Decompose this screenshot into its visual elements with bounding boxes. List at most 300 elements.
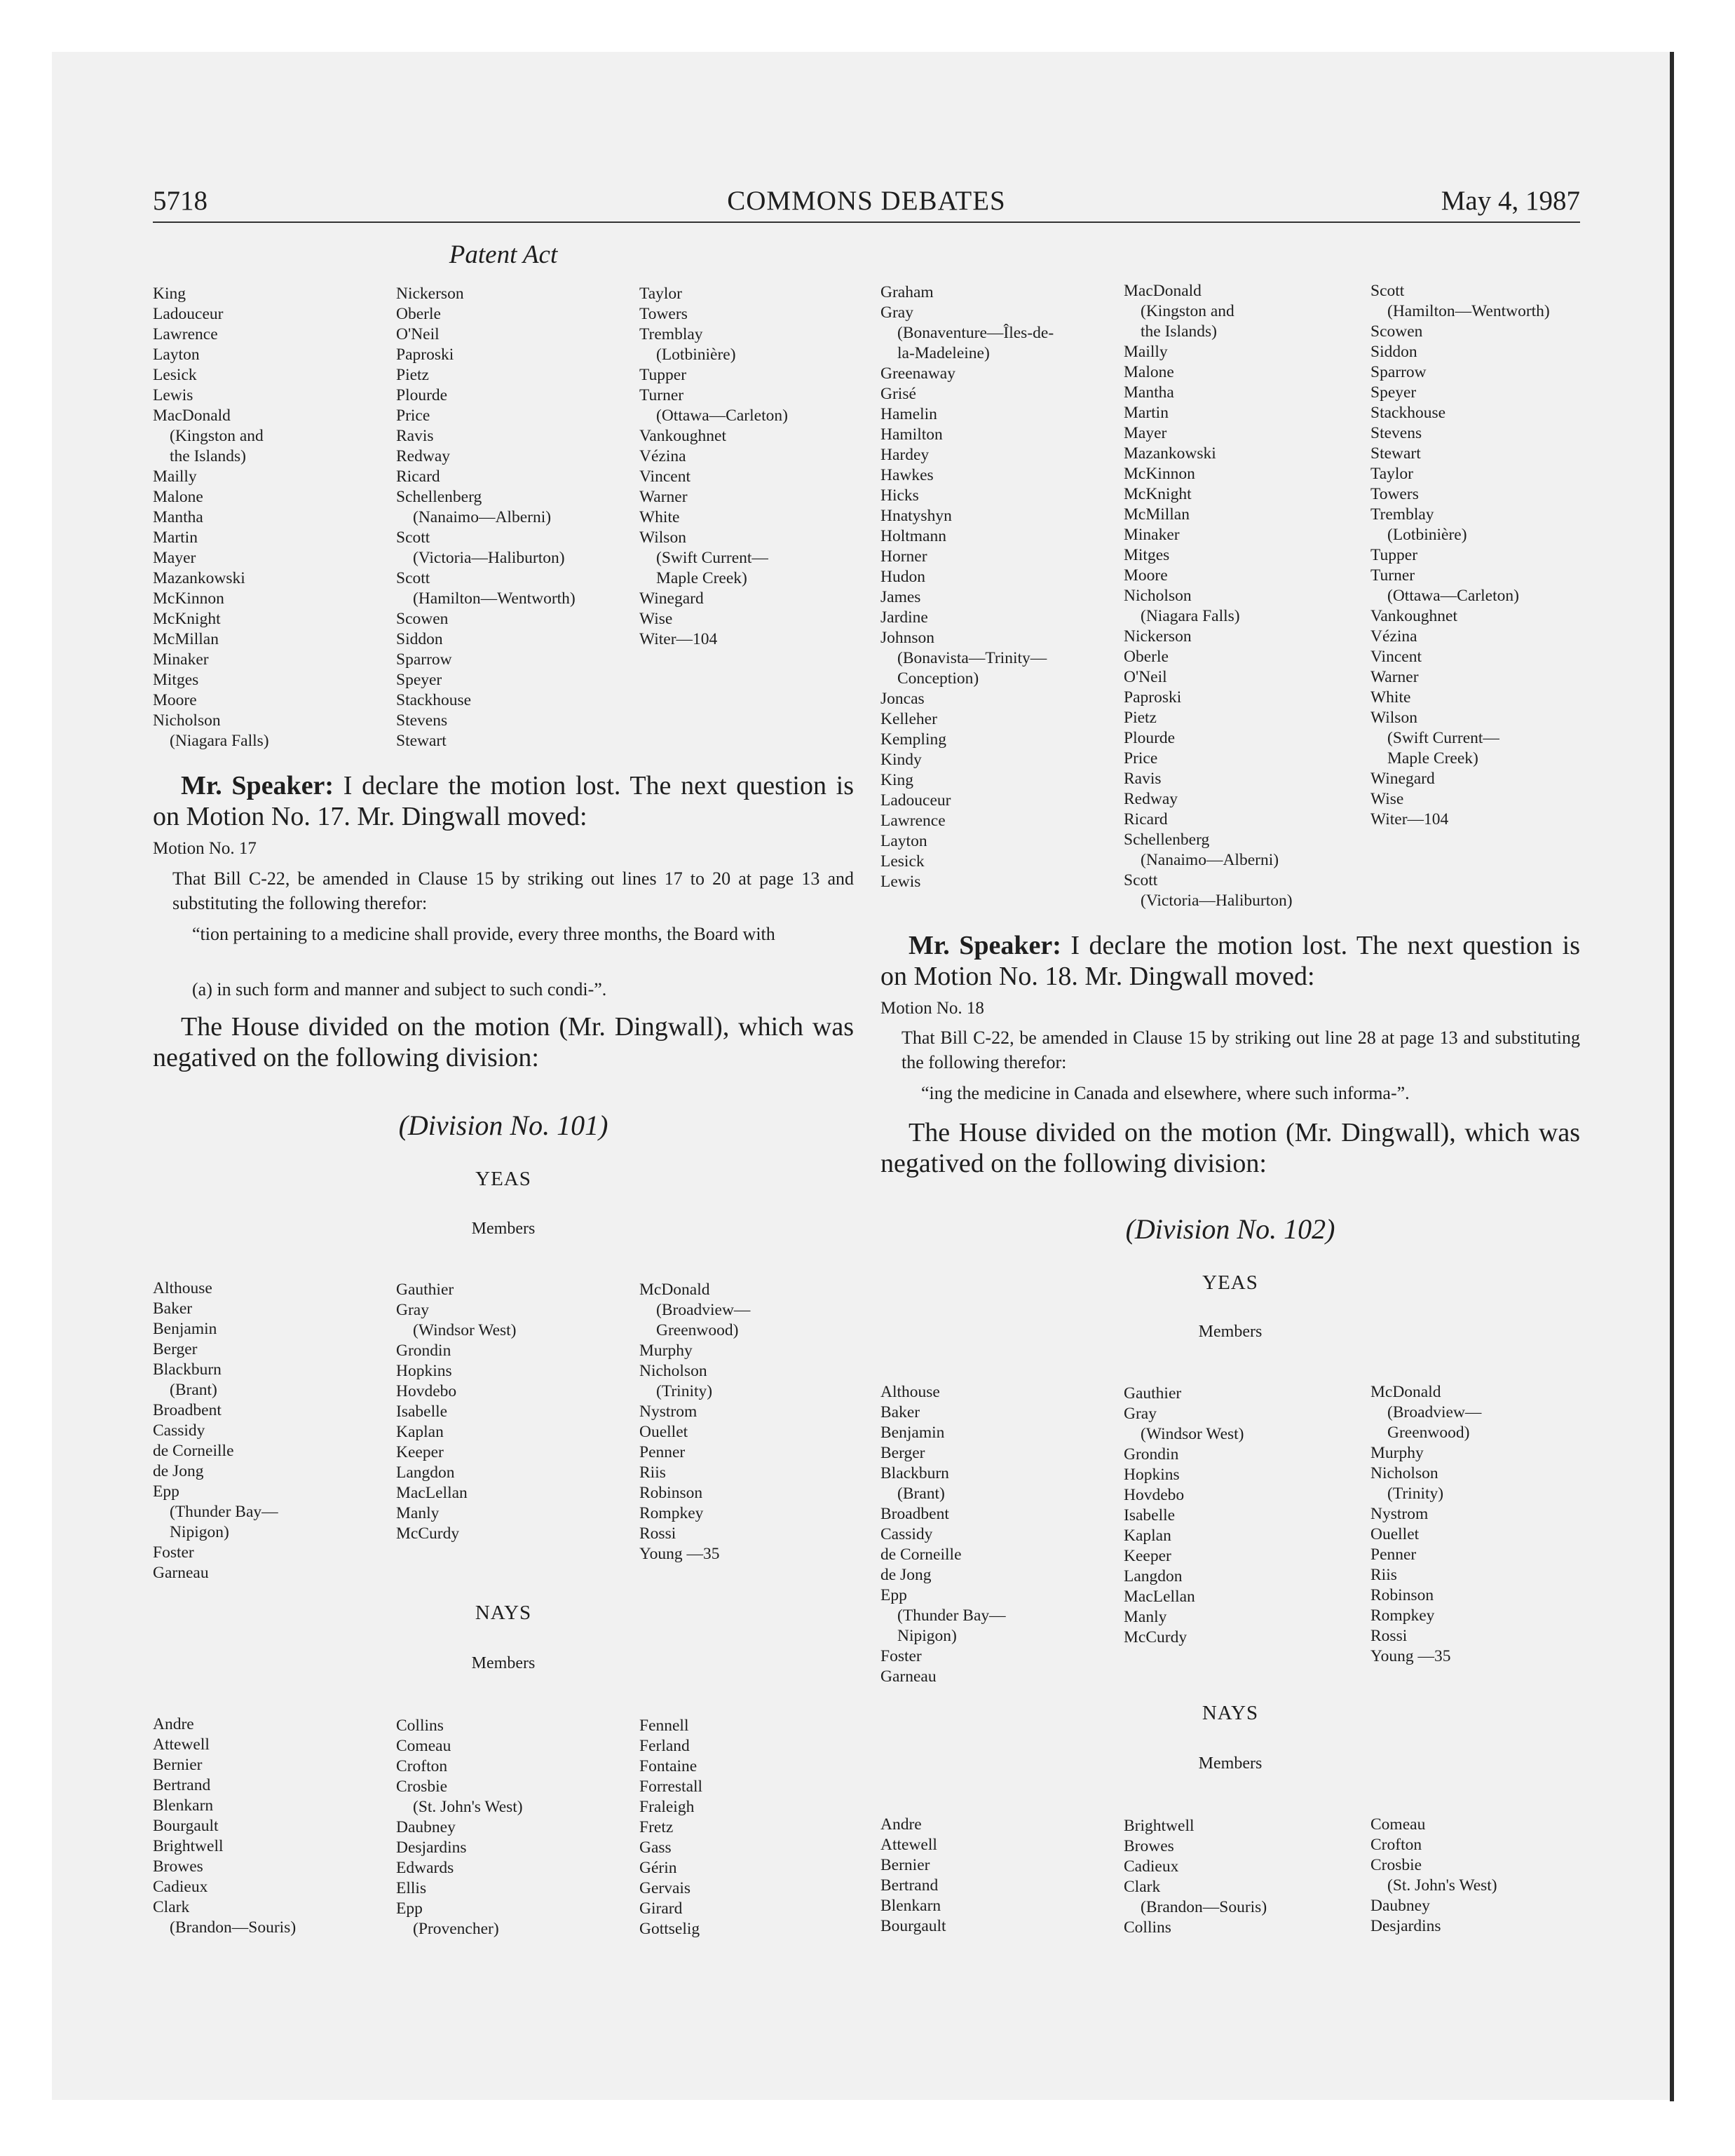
member-name: Joncas (880, 690, 925, 708)
yeas-heading: YEAS (475, 1168, 531, 1190)
member-name: Nicholson (1124, 587, 1192, 605)
member-name: Pietz (396, 366, 429, 384)
member-name: (Ottawa—Carleton) (1387, 587, 1519, 605)
member-name: Kaplan (396, 1423, 444, 1441)
member-name: (Thunder Bay— (897, 1606, 1006, 1625)
names-list (639, 1280, 750, 1564)
member-name: Isabelle (1124, 1506, 1176, 1524)
member-name: Taylor (1370, 465, 1413, 483)
member-name: Warner (1370, 668, 1419, 686)
member-name: (Lotbinière) (656, 346, 736, 364)
member-name: Browes (153, 1857, 203, 1876)
member-name: Rossi (1370, 1627, 1408, 1645)
member-name: Kaplan (1124, 1527, 1171, 1545)
member-name: Nystrom (639, 1403, 698, 1421)
member-name: Maple Creek) (1387, 749, 1478, 767)
member-name: Riis (1370, 1566, 1397, 1584)
member-name: Fretz (639, 1818, 674, 1836)
member-name: Bourgault (880, 1917, 946, 1935)
member-name: Penner (1370, 1546, 1417, 1564)
member-name: the Islands) (1141, 322, 1217, 341)
member-name: Ravis (1124, 770, 1162, 788)
member-name: Langdon (1124, 1567, 1183, 1585)
member-name: Althouse (880, 1383, 940, 1401)
member-name: Scott (396, 569, 430, 587)
member-name: Hicks (880, 486, 919, 505)
member-name: Price (1124, 749, 1158, 767)
names-list (880, 282, 1054, 892)
member-name: (Provencher) (413, 1920, 499, 1938)
member-name: Stackhouse (1370, 404, 1446, 422)
member-name: MacDonald (1124, 282, 1202, 300)
member-name: Gérin (639, 1859, 677, 1877)
members-heading: Members (471, 1654, 536, 1672)
speaker-paragraph (880, 930, 1580, 992)
member-name: Warner (639, 488, 688, 506)
member-name: Stewart (396, 732, 447, 750)
member-name: Wise (1370, 790, 1404, 808)
member-name: Rompkey (1370, 1606, 1435, 1625)
running-title: Patent Act (449, 240, 558, 269)
yeas-heading: YEAS (1202, 1271, 1258, 1294)
member-name: Andre (153, 1715, 194, 1733)
member-name: Sparrow (396, 650, 452, 669)
member-name: Ellis (396, 1879, 427, 1897)
member-name: James (880, 588, 921, 606)
member-name: Manly (396, 1504, 440, 1522)
member-name: Gray (1124, 1405, 1157, 1423)
member-name: Young —35 (639, 1545, 720, 1563)
member-name: Hopkins (396, 1362, 452, 1380)
member-name: Gray (396, 1301, 429, 1319)
member-name: Rossi (639, 1524, 676, 1543)
member-name: Tupper (1370, 546, 1418, 564)
member-name: (Ottawa—Carleton) (656, 407, 788, 425)
member-name: Nicholson (639, 1362, 707, 1380)
member-name: Nystrom (1370, 1505, 1429, 1523)
member-name: Malone (1124, 363, 1174, 381)
names-list (153, 1714, 296, 1938)
member-name: Lawrence (880, 812, 946, 830)
names-list (1370, 1815, 1497, 1937)
member-name: Ladouceur (880, 791, 951, 810)
member-name: Scowen (1370, 322, 1423, 341)
member-name: (Trinity) (656, 1382, 713, 1400)
member-name: (Victoria—Haliburton) (413, 549, 565, 567)
member-name: Foster (153, 1543, 194, 1562)
member-name: Langdon (396, 1464, 455, 1482)
member-name: (St. John's West) (1387, 1876, 1497, 1895)
member-name: McKinnon (153, 589, 224, 608)
member-name: Mayer (1124, 424, 1167, 442)
member-name: Brightwell (1124, 1817, 1195, 1835)
member-name: Vézina (1370, 627, 1417, 646)
motion-text: That Bill C-22, be amended in Clause 15 by striking out lines 17 to 20 at page 13 and substituting the following therefor: (172, 868, 854, 913)
member-name: McCurdy (396, 1524, 460, 1543)
names-list (396, 1280, 517, 1544)
publication-title: COMMONS DEBATES (727, 186, 1006, 216)
member-name: Blenkarn (153, 1796, 214, 1815)
member-name: Daubney (1370, 1897, 1430, 1915)
member-name: Cadieux (153, 1878, 208, 1896)
member-name: (Hamilton—Wentworth) (413, 589, 576, 608)
member-name: Bourgault (153, 1817, 219, 1835)
member-name: Graham (880, 283, 934, 301)
member-name: McDonald (1370, 1383, 1441, 1401)
member-name: Fontaine (639, 1757, 698, 1775)
member-name: (Swift Current— (656, 549, 768, 567)
member-name: Bertrand (880, 1876, 939, 1895)
names-list (396, 284, 576, 751)
member-name: Hamelin (880, 405, 937, 423)
member-name: (Hamilton—Wentworth) (1387, 302, 1550, 320)
member-name: O'Neil (1124, 668, 1167, 686)
member-name: Greenaway (880, 364, 955, 383)
member-name: Wilson (1370, 709, 1417, 727)
names-list (1124, 1384, 1244, 1648)
member-name: (Kingston and (1141, 302, 1234, 320)
member-name: (Kingston and (170, 427, 264, 445)
motion-quote: (a) in such form and manner and subject to such condi-”. (192, 979, 607, 999)
member-name: Scott (1370, 282, 1405, 300)
motion-quote: “ing the medicine in Canada and elsewhere, where such informa-”. (921, 1083, 1410, 1103)
member-name: Plourde (396, 386, 448, 404)
member-name: (Brandon—Souris) (170, 1918, 297, 1937)
member-name: Winegard (1370, 770, 1435, 788)
names-list (1124, 281, 1293, 911)
member-name: Price (396, 407, 430, 425)
member-name: McMillan (1124, 505, 1190, 524)
member-name: Stevens (396, 711, 448, 730)
member-name: (Trinity) (1387, 1485, 1444, 1503)
member-name: (Niagara Falls) (1141, 607, 1240, 625)
member-name: Blackburn (153, 1360, 222, 1379)
member-name: Turner (1370, 566, 1415, 585)
member-name: Speyer (1370, 383, 1417, 402)
speaker-paragraph (153, 770, 854, 832)
member-name: Ricard (1124, 810, 1168, 828)
member-name: Paproski (396, 346, 454, 364)
member-name: Hardey (880, 446, 930, 464)
member-name: (Victoria—Haliburton) (1141, 892, 1293, 910)
member-name: Collins (396, 1717, 444, 1735)
member-name: Winegard (639, 589, 704, 608)
member-name: Andre (880, 1815, 922, 1834)
member-name: Fennell (639, 1717, 689, 1735)
member-name: (Brant) (897, 1485, 945, 1503)
member-name: MacLellan (396, 1484, 468, 1502)
member-name: Berger (880, 1444, 925, 1462)
member-name: Keeper (396, 1443, 444, 1461)
member-name: Crosbie (396, 1778, 448, 1796)
member-name: Lewis (880, 873, 921, 891)
member-name: Lesick (880, 852, 925, 871)
member-name: Nipigon) (897, 1627, 957, 1645)
member-name: Mantha (1124, 383, 1174, 402)
member-name: Blackburn (880, 1464, 949, 1482)
member-name: Mitges (153, 671, 199, 689)
member-name: Epp (153, 1482, 179, 1501)
member-name: Grondin (396, 1342, 451, 1360)
member-name: (Thunder Bay— (170, 1503, 278, 1521)
member-name: Ouellet (639, 1423, 688, 1441)
member-name: Edwards (396, 1859, 454, 1877)
member-name: Mazankowski (1124, 444, 1216, 463)
member-name: Mitges (1124, 546, 1170, 564)
member-name: Towers (639, 305, 688, 323)
names-list (153, 1278, 278, 1583)
member-name: Hamilton (880, 425, 943, 444)
member-name: Oberle (1124, 648, 1169, 666)
member-name: Greenwood) (656, 1321, 739, 1339)
member-name: Grisé (880, 385, 916, 403)
member-name: (Broadview— (1387, 1403, 1482, 1421)
member-name: Nicholson (1370, 1464, 1438, 1482)
member-name: Redway (1124, 790, 1178, 808)
member-name: Gass (639, 1838, 672, 1857)
member-name: Bertrand (153, 1776, 211, 1794)
member-name: Mailly (153, 468, 197, 486)
member-name: White (1370, 688, 1411, 707)
member-name: Penner (639, 1443, 686, 1461)
member-name: Althouse (153, 1279, 212, 1297)
names-list (153, 284, 269, 751)
member-name: Lawrence (153, 325, 218, 343)
member-name: (Bonaventure—Îles-de- (897, 324, 1054, 342)
member-name: Vankoughnet (639, 427, 727, 445)
member-name: de Corneille (880, 1546, 962, 1564)
page-edge-rule (1670, 52, 1674, 2101)
member-name: Paproski (1124, 688, 1182, 707)
member-name: Redway (396, 447, 451, 465)
member-name: (Niagara Falls) (170, 732, 269, 750)
member-name: Minaker (153, 650, 209, 669)
member-name: Ricard (396, 468, 440, 486)
member-name: Nicholson (153, 711, 221, 730)
motion-label: Motion No. 18 (880, 999, 984, 1018)
member-name: Hudon (880, 568, 925, 586)
member-name: Young —35 (1370, 1647, 1451, 1665)
member-name: McCurdy (1124, 1628, 1188, 1646)
names-list (396, 1716, 523, 1939)
member-name: Desjardins (1370, 1917, 1441, 1935)
member-name: Gray (880, 303, 913, 322)
division-paragraph: The House divided on the motion (Mr. Dingwall), which was negatived on the following division: (153, 1012, 854, 1072)
member-name: Ouellet (1370, 1525, 1420, 1543)
member-name: Schellenberg (396, 488, 482, 506)
member-name: Moore (153, 691, 197, 709)
member-name: de Jong (880, 1566, 932, 1584)
division-paragraph: The House divided on the motion (Mr. Dingwall), which was negatived on the following division: (880, 1118, 1580, 1178)
member-name: McKinnon (1124, 465, 1195, 483)
member-name: Cassidy (153, 1421, 205, 1440)
member-name: Wilson (639, 528, 686, 547)
member-name: Gervais (639, 1879, 691, 1897)
member-name: de Corneille (153, 1442, 234, 1460)
names-list (1124, 1816, 1267, 1938)
member-name: Hovdebo (396, 1382, 457, 1400)
member-name: Kindy (880, 751, 922, 769)
member-name: King (880, 771, 913, 789)
member-name: Vankoughnet (1370, 607, 1458, 625)
member-name: (Brandon—Souris) (1141, 1898, 1267, 1916)
member-name: Crofton (1370, 1836, 1422, 1854)
member-name: Manly (1124, 1608, 1167, 1626)
member-name: Broadbent (153, 1401, 222, 1419)
member-name: Mantha (153, 508, 203, 526)
member-name: la-Madeleine) (897, 344, 990, 362)
member-name: Tremblay (1370, 505, 1434, 524)
member-name: McKnight (153, 610, 221, 628)
member-name: Stewart (1370, 444, 1421, 463)
nays-heading: NAYS (475, 1602, 532, 1624)
member-name: McDonald (639, 1281, 710, 1299)
member-name: O'Neil (396, 325, 440, 343)
member-name: Layton (880, 832, 927, 850)
member-name: Stackhouse (396, 691, 472, 709)
page-number: 5718 (153, 186, 207, 216)
member-name: Riis (639, 1464, 666, 1482)
member-name: Oberle (396, 305, 441, 323)
member-name: Collins (1124, 1918, 1171, 1937)
nays-heading: NAYS (1202, 1702, 1259, 1724)
member-name: McKnight (1124, 485, 1192, 503)
member-name: Minaker (1124, 526, 1180, 544)
member-name: Mayer (153, 549, 196, 567)
member-name: Maple Creek) (656, 569, 747, 587)
member-name: Crosbie (1370, 1856, 1422, 1874)
member-name: de Jong (153, 1462, 204, 1480)
member-name: Girard (639, 1899, 683, 1918)
member-name: Clark (1124, 1878, 1161, 1896)
member-name: Siddon (1370, 343, 1417, 361)
member-name: Kelleher (880, 710, 937, 728)
member-name: Attewell (153, 1735, 210, 1754)
page-header (153, 185, 1580, 223)
members-heading: Members (471, 1220, 536, 1238)
division-title: (Division No. 102) (1125, 1213, 1335, 1245)
members-heading: Members (1198, 1754, 1263, 1773)
member-name: Vézina (639, 447, 686, 465)
member-name: Hnatyshyn (880, 507, 952, 525)
member-name: McMillan (153, 630, 219, 648)
member-name: Hovdebo (1124, 1486, 1185, 1504)
member-name: Horner (880, 547, 927, 566)
member-name: Sparrow (1370, 363, 1427, 381)
member-name: Hawkes (880, 466, 934, 484)
member-name: Berger (153, 1340, 198, 1358)
member-name: Crofton (396, 1757, 448, 1775)
member-name: Scott (396, 528, 430, 547)
member-name: Mazankowski (153, 569, 245, 587)
member-name: Johnson (880, 629, 935, 647)
member-name: Turner (639, 386, 684, 404)
motion-label: Motion No. 17 (153, 839, 257, 858)
member-name: Tupper (639, 366, 687, 384)
page-date: May 4, 1987 (1441, 186, 1580, 216)
member-name: (Windsor West) (1141, 1425, 1244, 1443)
member-name: (Windsor West) (413, 1321, 517, 1339)
member-name: Witer—104 (1370, 810, 1449, 828)
speaker-label: Mr. Speaker: (181, 771, 334, 800)
member-name: Grondin (1124, 1445, 1179, 1464)
member-name: Martin (153, 528, 198, 547)
member-name: Scowen (396, 610, 449, 628)
member-name: Conception) (897, 669, 979, 688)
member-name: Moore (1124, 566, 1168, 585)
member-name: Gottselig (639, 1920, 700, 1938)
member-name: Towers (1370, 485, 1419, 503)
member-name: Gauthier (1124, 1384, 1182, 1403)
member-name: Scott (1124, 871, 1158, 889)
member-name: Layton (153, 346, 200, 364)
member-name: Robinson (639, 1484, 703, 1502)
member-name: Murphy (1370, 1444, 1424, 1462)
member-name: Martin (1124, 404, 1169, 422)
motion-quote: “tion pertaining to a medicine shall provide, every three months, the Board with (192, 924, 775, 944)
member-name: Benjamin (880, 1424, 945, 1442)
member-name: Broadbent (880, 1505, 949, 1523)
member-name: Nickerson (396, 285, 464, 303)
member-name: Ladouceur (153, 305, 224, 323)
names-list (1370, 1382, 1481, 1667)
member-name: Bernier (153, 1756, 203, 1774)
member-name: (Lotbinière) (1387, 526, 1467, 544)
names-list (639, 284, 788, 650)
member-name: Isabelle (396, 1403, 448, 1421)
division-title: (Division No. 101) (398, 1110, 608, 1141)
member-name: Ravis (396, 427, 434, 445)
member-name: Malone (153, 488, 203, 506)
names-list (639, 1716, 702, 1939)
speaker-label: Mr. Speaker: (909, 931, 1061, 960)
member-name: Tremblay (639, 325, 703, 343)
member-name: Benjamin (153, 1320, 217, 1338)
member-name: Keeper (1124, 1547, 1171, 1565)
member-name: the Islands) (170, 447, 246, 465)
member-name: (St. John's West) (413, 1798, 523, 1816)
member-name: Speyer (396, 671, 442, 689)
member-name: Hopkins (1124, 1466, 1180, 1484)
member-name: Daubney (396, 1818, 456, 1836)
member-name: Lesick (153, 366, 197, 384)
member-name: Holtmann (880, 527, 946, 545)
member-name: (Swift Current— (1387, 729, 1499, 747)
member-name: Rompkey (639, 1504, 704, 1522)
member-name: Wise (639, 610, 673, 628)
member-name: Comeau (396, 1737, 451, 1755)
speaker-text: I declare the motion lost. The next question is on Motion No. 17. Mr. Dingwall moved: (153, 771, 855, 831)
member-name: Baker (153, 1299, 193, 1318)
member-name: Nickerson (1124, 627, 1192, 646)
member-name: King (153, 285, 186, 303)
member-name: Comeau (1370, 1815, 1426, 1834)
member-name: Schellenberg (1124, 831, 1210, 849)
member-name: Gauthier (396, 1281, 454, 1299)
member-name: Ferland (639, 1737, 690, 1755)
member-name: Bernier (880, 1856, 930, 1874)
member-name: Forrestall (639, 1778, 703, 1796)
member-name: Jardine (880, 608, 928, 627)
member-name: Desjardins (396, 1838, 467, 1857)
members-heading: Members (1198, 1323, 1263, 1341)
member-name: Blenkarn (880, 1897, 941, 1915)
member-name: (Nanaimo—Alberni) (1141, 851, 1279, 869)
names-list (1370, 281, 1550, 830)
member-name: Garneau (153, 1564, 209, 1582)
names-list (880, 1815, 946, 1937)
member-name: Fraleigh (639, 1798, 695, 1816)
